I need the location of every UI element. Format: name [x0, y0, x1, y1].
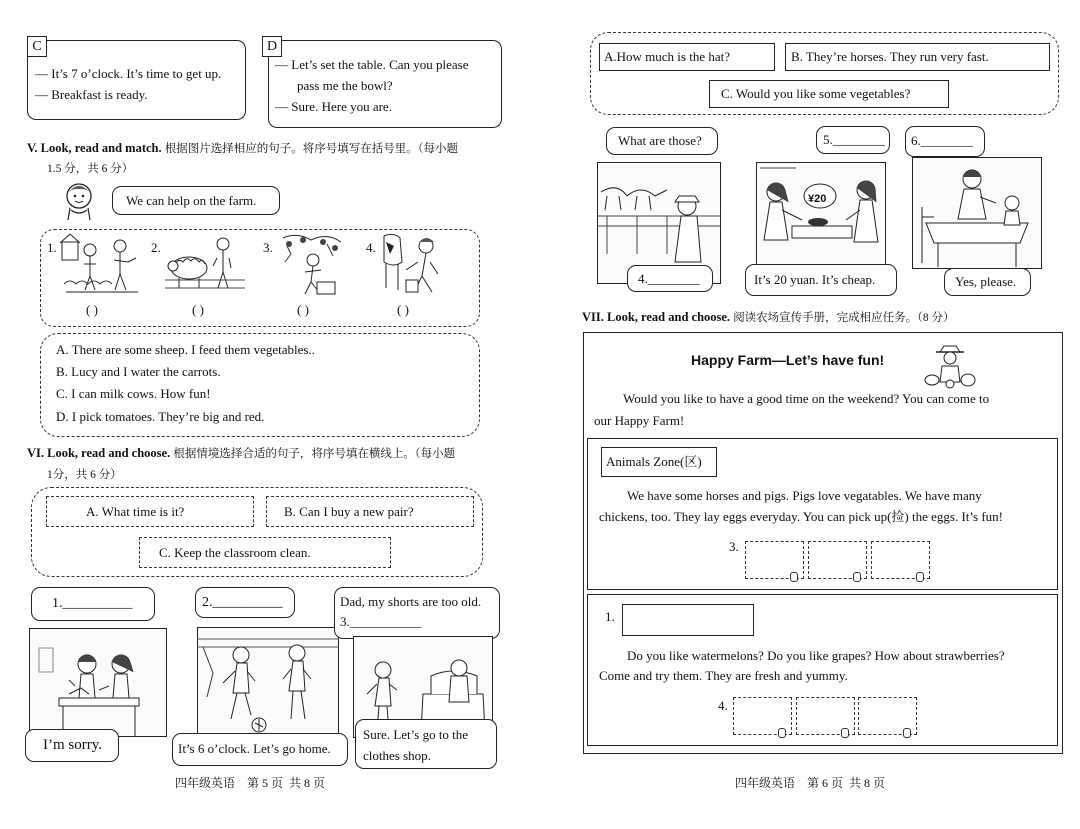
scene-6-blank[interactable]: 6.________	[911, 133, 973, 148]
right-choice-c: C. Would you like some vegetables?	[721, 86, 911, 101]
scene-1-blank[interactable]: 1.__________	[52, 596, 133, 611]
feeding-sheep-picture	[165, 234, 245, 296]
box-d-line-2: pass me the bowl?	[297, 78, 393, 93]
animals-zone-label: Animals Zone(区)	[606, 454, 702, 469]
pic-number-1: 1.	[47, 240, 57, 255]
fruit-zone-text-2: Come and try them. They are fresh and yummy.	[599, 668, 848, 683]
scene-4-blank[interactable]: 4.________	[638, 271, 700, 286]
box-c-line-2: — Breakfast is ready.	[35, 87, 148, 102]
choice-a: A. What time is it?	[86, 504, 185, 519]
picking-tomatoes-picture	[277, 234, 347, 298]
scene-3-reply-1: Sure. Let’s go to the	[363, 727, 469, 742]
shop-drawing	[756, 162, 886, 270]
flyer-intro-line-2: our Happy Farm!	[594, 413, 685, 428]
section-6-instruction-2: 1分，共 6 分）	[47, 469, 122, 481]
box-c-line-1: — It’s 7 o’clock. It’s time to get up.	[35, 66, 222, 81]
answer-bracket-1[interactable]: ( )	[86, 302, 98, 317]
section-7-title: VII. Look, read and choose.	[582, 310, 731, 324]
box-d-line-3: — Sure. Here you are.	[275, 99, 392, 114]
section-6-title: VI. Look, read and choose.	[27, 446, 171, 460]
section-7-heading	[582, 308, 955, 327]
section-6-instruction: 根据情境选择合适的句子，将序号填在横线上。（每小题	[173, 448, 456, 460]
girl-head-icon	[62, 180, 96, 220]
scene-3-blank[interactable]: 3.___________	[340, 614, 422, 629]
scene-2-blank[interactable]: 2.__________	[202, 595, 283, 610]
paperclip-icon	[916, 572, 924, 582]
watering-carrots-picture	[60, 234, 142, 296]
scene-5-reply: It’s 20 yuan. It’s cheap.	[754, 272, 876, 287]
paperclip-icon	[841, 728, 849, 738]
section-6-heading	[27, 444, 455, 463]
section-5-instruction: 根据图片选择相应的句子。将序号填写在括号里。（每小题	[164, 143, 459, 155]
pic-number-4: 4.	[366, 240, 376, 255]
price-tag: ¥20	[808, 193, 827, 205]
farmer-icon	[924, 342, 976, 388]
football-drawing	[197, 627, 339, 741]
flyer-heading: Happy Farm—Let’s have fun!	[691, 352, 885, 368]
option-b: B. Lucy and I water the carrots.	[56, 364, 221, 379]
letter-d-label: D	[262, 36, 282, 57]
right-choice-a: A.How much is the hat?	[604, 49, 731, 64]
scene-3-reply-2: clothes shop.	[363, 748, 431, 763]
classroom-drawing	[29, 628, 167, 737]
choice-c: C. Keep the classroom clean.	[159, 545, 311, 560]
scene-4-question: What are those?	[618, 133, 702, 148]
q1-answer-box[interactable]	[622, 604, 754, 636]
pic-number-3: 3.	[263, 240, 273, 255]
paperclip-icon	[778, 728, 786, 738]
choice-b: B. Can I buy a new pair?	[284, 504, 414, 519]
animals-zone-text-1: We have some horses and pigs. Pigs love vegatables. We have many	[627, 488, 982, 503]
answer-bracket-4[interactable]: ( )	[397, 302, 409, 317]
question-3-label: 3.	[729, 539, 739, 554]
right-page-footer: 四年级英语 第 6 页 共 8 页	[735, 776, 886, 790]
paperclip-icon	[790, 572, 798, 582]
dinner-drawing	[912, 157, 1042, 269]
answer-bracket-2[interactable]: ( )	[192, 302, 204, 317]
option-a: A. There are some sheep. I feed them vegetables..	[56, 342, 315, 357]
section-7-instruction: 阅读农场宣传手册，完成相应任务。（8 分）	[733, 312, 955, 324]
animals-zone-text-2: chickens, too. They lay eggs everyday. You can pick up(捡) the eggs. It’s fun!	[599, 509, 1003, 524]
scene-1-reply: I’m sorry.	[43, 737, 103, 753]
fruit-zone-text-1: Do you like watermelons? Do you like grapes? How about strawberries?	[627, 648, 1005, 663]
flyer-intro-line-1: Would you like to have a good time on the weekend? You can come to	[623, 391, 990, 406]
section-5-title: V. Look, read and match.	[27, 141, 162, 155]
right-choice-b: B. They’re horses. They run very fast.	[791, 49, 989, 64]
scene-3-line-1: Dad, my shorts are too old.	[340, 594, 482, 609]
example-sentence: We can help on the farm.	[126, 193, 257, 208]
option-d: D. I pick tomatoes. They’re big and red.	[56, 409, 265, 424]
question-4-label: 4.	[718, 698, 728, 713]
paperclip-icon	[853, 572, 861, 582]
section-5-heading	[27, 139, 458, 158]
section-5-instruction-2: 1.5 分，共 6 分）	[47, 163, 134, 175]
scene-2-reply: It’s 6 o’clock. Let’s go home.	[178, 741, 331, 756]
box-d-line-1: — Let’s set the table. Can you please	[275, 57, 469, 72]
option-c: C. I can milk cows. How fun!	[56, 386, 211, 401]
left-page-footer: 四年级英语 第 5 页 共 8 页	[175, 776, 326, 790]
letter-c-label: C	[27, 36, 47, 57]
pic-number-2: 2.	[151, 240, 161, 255]
paperclip-icon	[903, 728, 911, 738]
scene-6-reply: Yes, please.	[955, 274, 1017, 289]
scene-5-blank[interactable]: 5.________	[823, 132, 885, 147]
answer-bracket-3[interactable]: ( )	[297, 302, 309, 317]
question-1-label: 1.	[605, 609, 615, 624]
milking-cow-picture	[380, 232, 450, 298]
